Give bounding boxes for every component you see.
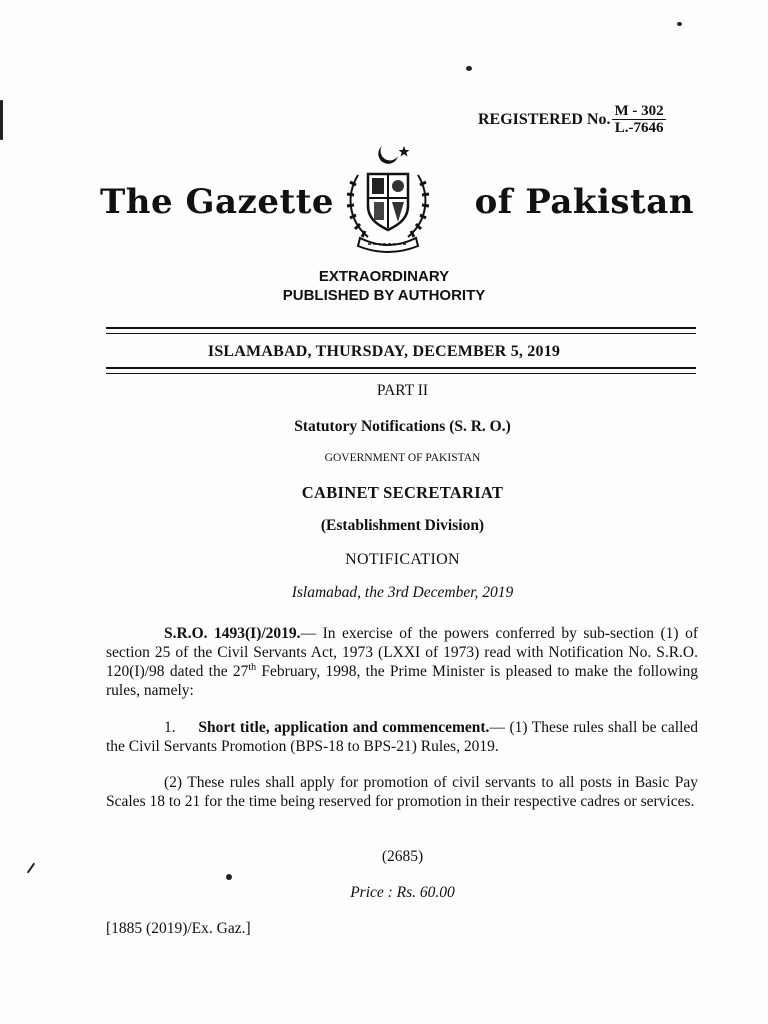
- registration-number-top: M - 302: [614, 103, 664, 119]
- rule-1-number: 1.: [164, 719, 176, 736]
- scan-edge-mark: [0, 100, 3, 140]
- footer-reference: [1885 (2019)/Ex. Gaz.]: [106, 920, 251, 937]
- notification-title: NOTIFICATION: [345, 551, 460, 568]
- sro-number: S.R.O. 1493(I)/2019.: [164, 625, 301, 642]
- registration-number: [612, 103, 665, 136]
- top-rule-double-b: [106, 333, 696, 334]
- secretariat-label: CABINET SECRETARIAT: [301, 483, 504, 502]
- masthead-title-left: The Gazette: [100, 182, 335, 222]
- registration-block: [478, 103, 666, 136]
- state-emblem-icon: [338, 140, 438, 255]
- government-label: GOVERNMENT OF PAKISTAN: [324, 452, 481, 464]
- sro-paragraph: [106, 624, 698, 700]
- extraordinary-label: EXTRAORDINARY: [318, 268, 450, 285]
- price-label: Price : Rs. 60.00: [350, 884, 455, 901]
- rule-1-text: — (1) These rules shall be called the Civil Servants Promotion (BPS-18 to BPS-21) Rules, 2019.: [106, 719, 699, 755]
- bottom-rule-double-b: [106, 373, 696, 374]
- part-label: PART II: [376, 382, 429, 399]
- rule-1-heading: Short title, application and commencement.: [198, 719, 490, 736]
- scan-speck: [677, 22, 682, 26]
- masthead-title-right: of Pakistan: [474, 182, 694, 222]
- scan-speck: [226, 874, 232, 880]
- registration-prefix: REGISTERED No.: [478, 110, 611, 128]
- section-title: Statutory Notifications (S. R. O.): [294, 418, 511, 435]
- division-label: (Establishment Division): [320, 517, 485, 534]
- registration-number-bottom: L.-7646: [614, 120, 664, 136]
- scan-speck: [466, 66, 472, 71]
- rule-1-paragraph: [106, 718, 698, 756]
- place-date: Islamabad, the 3rd December, 2019: [291, 584, 514, 601]
- bottom-rule-double-a: [106, 367, 696, 369]
- published-by-authority-label: PUBLISHED BY AUTHORITY: [282, 287, 486, 304]
- page-number: (2685): [381, 848, 424, 865]
- sro-text-sup: th: [248, 661, 257, 673]
- sro-text-a: — In exercise of the powers conferred by sub-section (1) of section 25 of the Civil Servants Act, 1973 (LXXI of 1973) read with Notification No. S.R.O. 120(I)/98 dated the 27: [106, 625, 698, 680]
- top-rule-double-a: [106, 327, 696, 329]
- rule-2-paragraph: (2) These rules shall apply for promotion of civil servants to all posts in Basic Pay Scales 18 to 21 for the time being reserved for promotion in their respective cadres or services.: [106, 774, 698, 810]
- masthead: [100, 140, 700, 255]
- dateline: ISLAMABAD, THURSDAY, DECEMBER 5, 2019: [207, 343, 561, 360]
- sro-text-b: February, 1998, the Prime Minister is pleased to make the following rules, namely:: [106, 663, 698, 699]
